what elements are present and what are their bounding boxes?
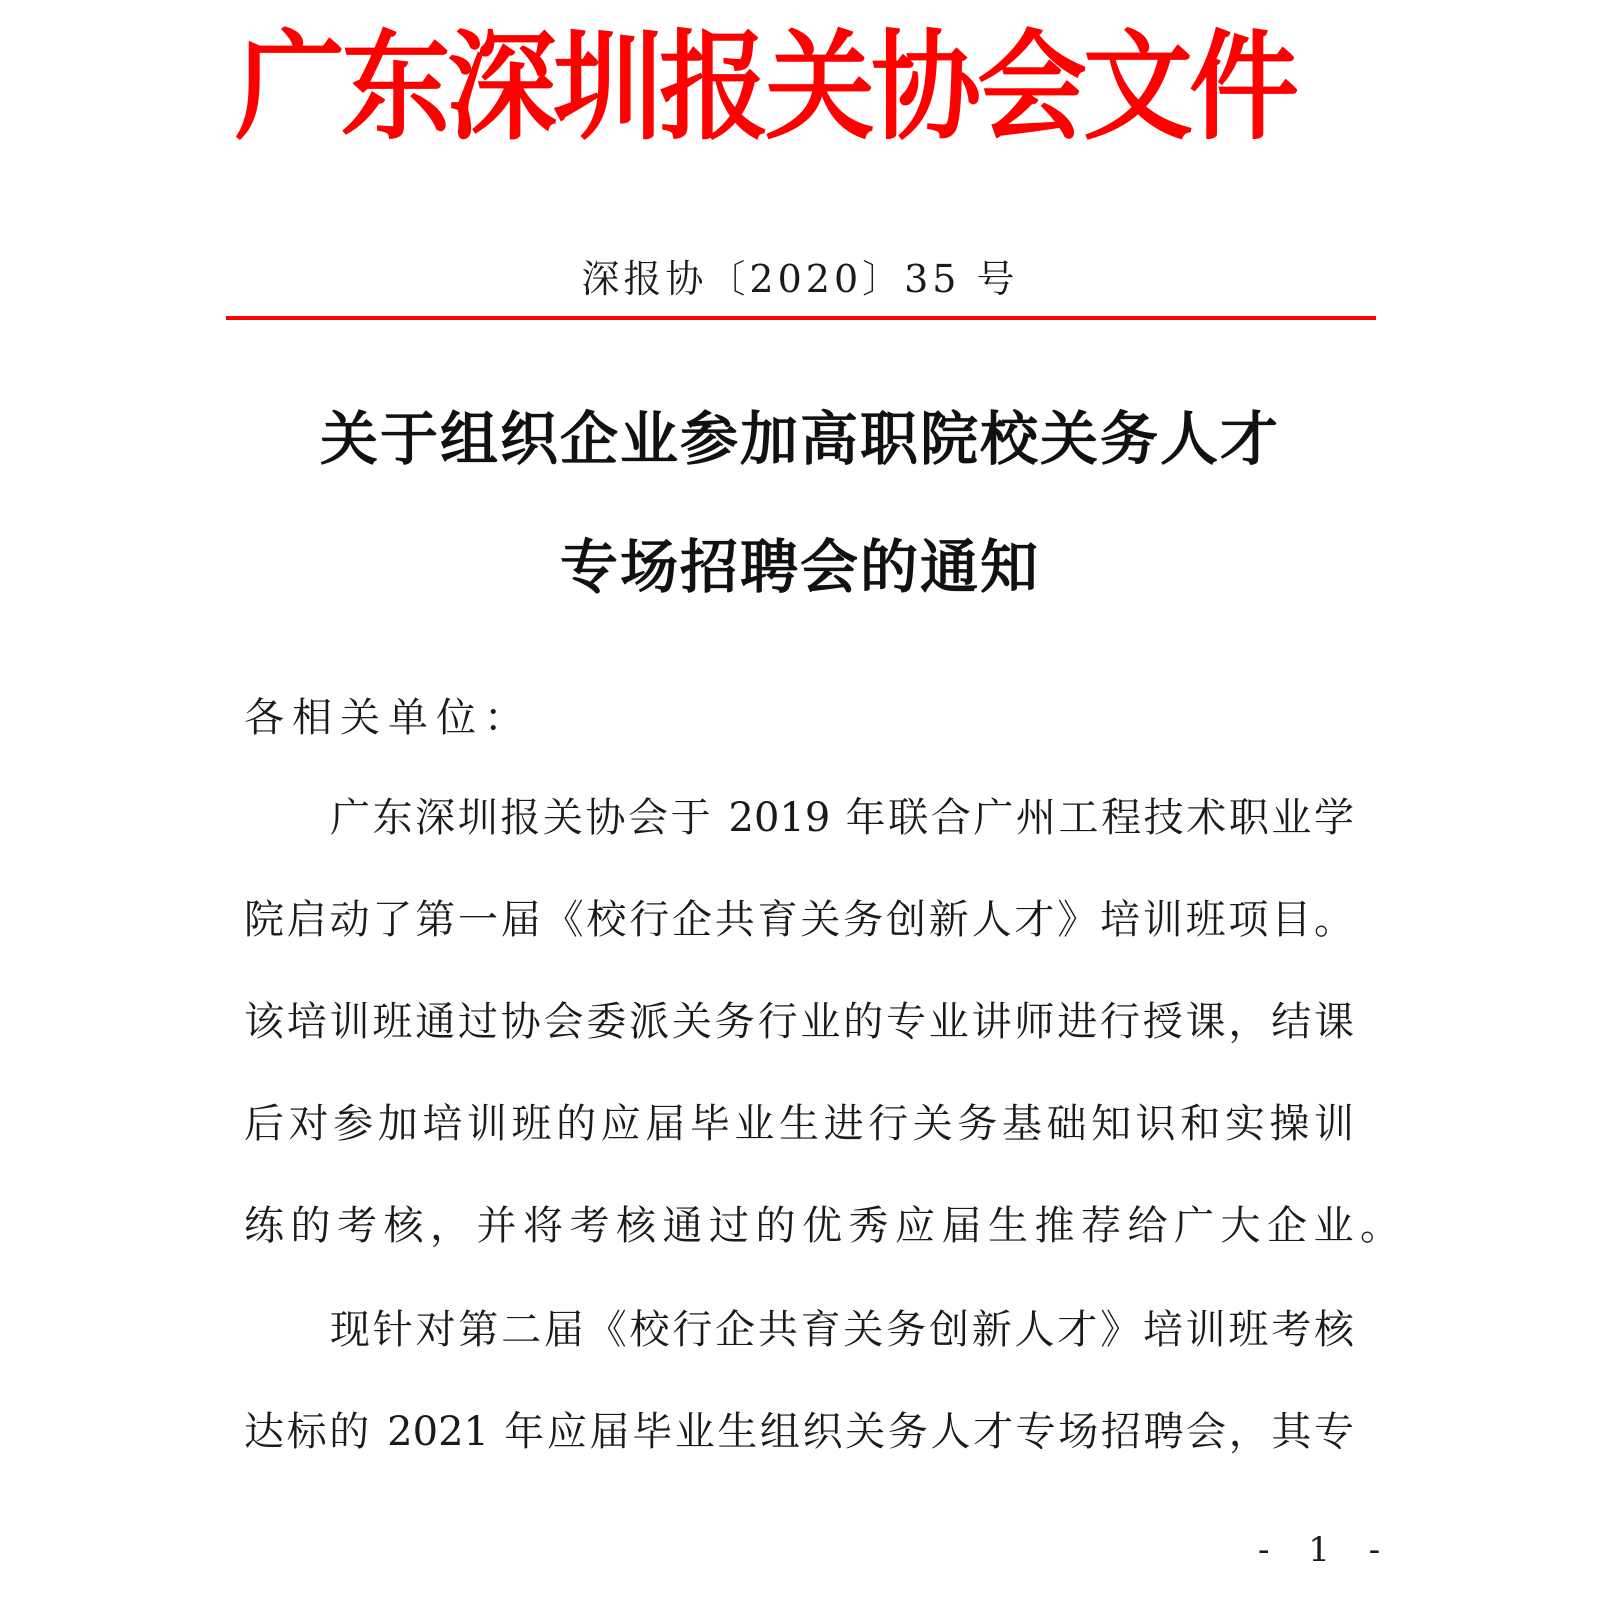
body-line: 广东深圳报关协会于 2019 年联合广州工程技术职业学 [330, 795, 1354, 841]
body-line: 现针对第二届《校行企共育关务创新人才》培训班考核 [330, 1307, 1354, 1353]
body-line: 该培训班通过协会委派关务行业的专业讲师进行授课，结课 [244, 999, 1354, 1045]
notice-title-line-1: 关于组织企业参加高职院校关务人才 [319, 405, 1280, 473]
notice-title-line-2: 专场招聘会的通知 [559, 533, 1040, 601]
body-line: 达标的 2021 年应届毕业生组织关务人才专场招聘会，其专 [244, 1409, 1354, 1455]
header-divider [226, 316, 1376, 320]
salutation: 各相关单位： [244, 695, 532, 741]
body-line: 后对参加培训班的应届毕业生进行关务基础知识和实操训 [244, 1101, 1354, 1147]
body-line: 练的考核，并将考核通过的优秀应届生推荐给广大企业。 [244, 1203, 1407, 1249]
document-header-title: 广东深圳报关协会文件 [235, 18, 1296, 156]
body-line: 院启动了第一届《校行企共育关务创新人才》培训班项目。 [244, 897, 1354, 943]
document-number: 深报协〔2020〕35 号 [581, 257, 1019, 301]
page-number: - 1 - [1258, 1530, 1395, 1570]
